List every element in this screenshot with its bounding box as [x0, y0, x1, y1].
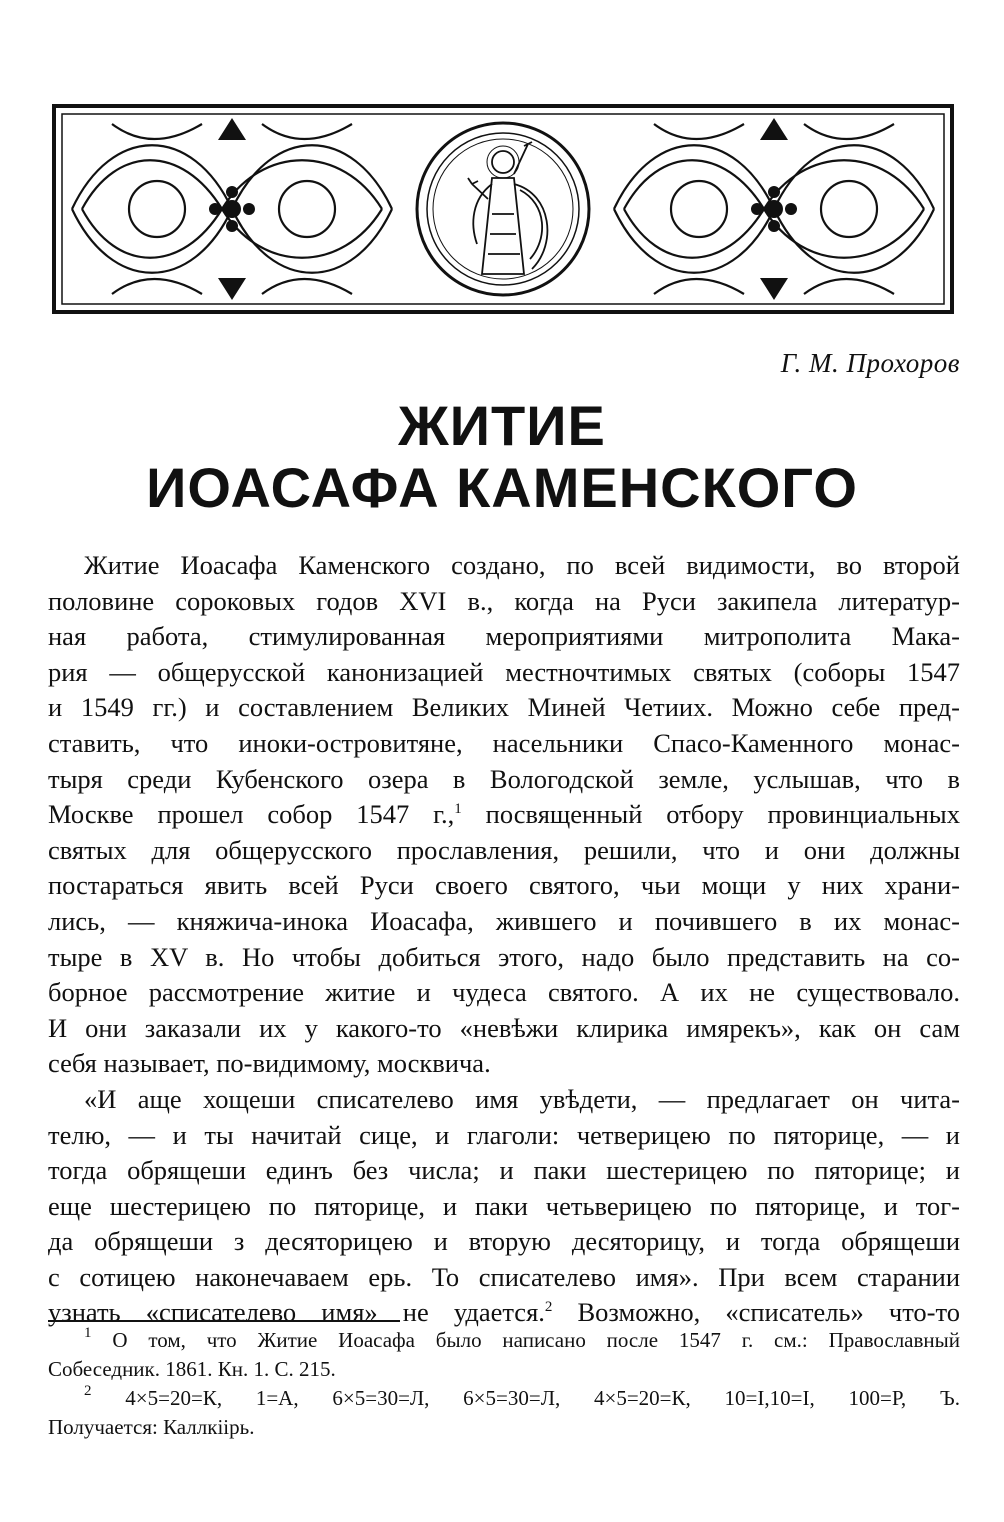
page-title-line-1: ЖИТИЕ: [398, 394, 606, 457]
text-line: Житие Иоасафа Каменского создано, по всей видимости, во второй: [84, 550, 960, 580]
text-line: И они заказали их у какого-то «невѣжи клирика имярекъ», как он сам: [48, 1012, 960, 1043]
text-segment: Москве прошел собор 1547 г.,: [48, 799, 455, 830]
text-segment: Возможно, «списатель» что-то: [552, 1297, 960, 1328]
page-title-line-2: ИОАСАФА КАМЕНСКОГО: [146, 456, 858, 519]
text-segment: посвященный отбору провинциальных: [461, 799, 960, 830]
medallion: [417, 123, 589, 295]
paragraph-1: [48, 548, 960, 1082]
text-line: рия — общерусской канонизацией местночтимых святых (соборы 1547: [48, 656, 960, 687]
text-line: тыря среди Кубенского озера в Вологодской земле, услышав, что в: [48, 763, 960, 794]
text-line: борное рассмотрение житие и чудеса святого. А их не существовало.: [48, 977, 960, 1008]
text-line-with-footnote: [48, 797, 960, 833]
text-line: тогда обрящеши единъ без числа; и паки шестерицею по пяторице; и: [48, 1155, 960, 1186]
rosettes-left: [209, 118, 255, 300]
body-text: [48, 548, 960, 1331]
footnotes: [48, 1326, 960, 1442]
text-line: себя называет, по-видимому, москвича.: [48, 1048, 491, 1079]
footnote-text: Собеседник. 1861. Кн. 1. С. 215.: [48, 1357, 336, 1381]
text-line: тыре в XV в. Но чтобы добиться этого, надо было представить на со-: [48, 941, 960, 972]
footnote-number-1: 1: [84, 1325, 92, 1341]
text-line: телю, — и ты начитай сице, и глаголи: четверицею по пяторице, — и: [48, 1119, 960, 1150]
text-line: с сотицею наконечаваем ерь. То списателево имя». При всем старании: [48, 1261, 960, 1292]
footnote-text: О том, что Житие Иоасафа было написано после 1547 г. см.: Православный: [91, 1328, 960, 1352]
text-line: ная работа, стимулированная мероприятиями митрополита Мака-: [48, 621, 960, 652]
angel-icon: [468, 142, 547, 274]
footnote-2: [48, 1384, 960, 1413]
footnote-number-2: 2: [84, 1383, 92, 1399]
text-line: лись, — княжича-инока Иоасафа, жившего и почившего в их монас-: [48, 905, 960, 936]
paragraph-2: [48, 1082, 960, 1331]
footnote-ref-1[interactable]: 1: [454, 801, 462, 818]
author-name: Г. М. Прохоров: [780, 348, 960, 378]
text-line: ставить, что иноки-островитяне, насельники Спасо-Каменного монас-: [48, 727, 960, 758]
text-line: «И аще хощеши списателево имя увѣдети, — предлагает он чита-: [84, 1083, 960, 1114]
text-line: постараться явить всей Руси своего святого, чьи мощи у них храни-: [48, 870, 960, 901]
rosettes-right: [751, 118, 797, 300]
text-line: еще шестерицею по пяторице, и паки четьверицею по пяторице, и тог-: [48, 1190, 960, 1221]
header-ornament: [52, 104, 954, 314]
footnote-text: Получается: Каллкіірь.: [48, 1415, 255, 1439]
footnote-ref-2[interactable]: 2: [544, 1299, 553, 1316]
footnote-text: 4×5=20=К, 1=А, 6×5=30=Л, 6×5=30=Л, 4×5=20=К, 10=І,10=І, 100=Р, Ъ.: [91, 1386, 960, 1410]
text-line: да обрящеши з десяторицею и вторую десяторицу, и тогда обрящеши: [48, 1226, 960, 1257]
text-line: святых для общерусского прославления, решили, что и они должны: [48, 834, 960, 865]
footnote-divider: [48, 1320, 400, 1322]
text-line: и 1549 гг.) и составлением Великих Миней Четиих. Можно себе пред-: [48, 692, 960, 723]
text-segment: узнать «списателево имя» не удается.: [48, 1297, 545, 1328]
text-line: половине сороковых годов XVI в., когда на Руси закипела литератур-: [48, 585, 960, 616]
footnote-1: [48, 1326, 960, 1355]
